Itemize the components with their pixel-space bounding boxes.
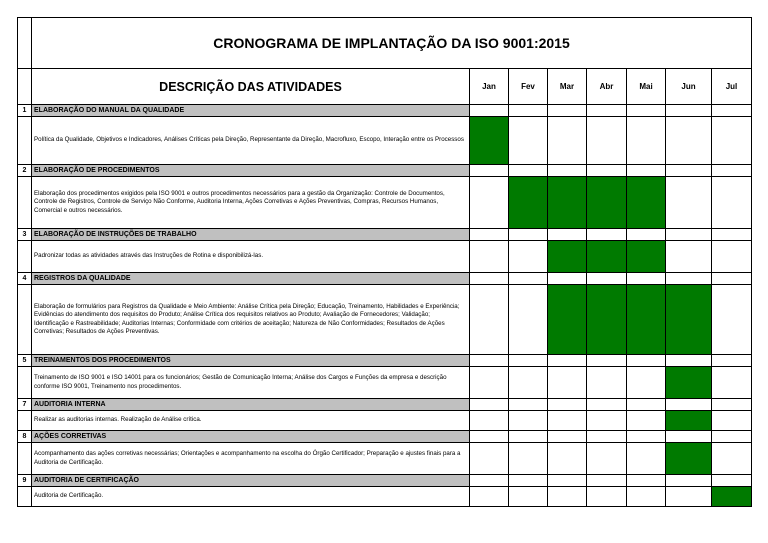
schedule-cell-empty [712,367,752,399]
schedule-cell-empty [587,443,627,475]
schedule-cell-filled [470,117,509,165]
section-header-month-cell [712,399,752,411]
section-number: 4 [18,273,32,285]
activity-description: Política da Qualidade, Objetivos e Indicadores, Análises Críticas pela Direção, Representante da Direção, Macrofluxo, Escopo, Interação entre os Processos [32,117,470,165]
section-header-month-cell [548,399,587,411]
section-header-month-cell [627,273,666,285]
schedule-cell-filled [666,285,712,355]
section-header-month-cell [712,105,752,117]
activity-description: Padronizar todas as atividades através das Instruções de Rotina e disponibilizá-las. [32,241,470,273]
section-title: TREINAMENTOS DOS PROCEDIMENTOS [32,355,470,367]
activity-description: Elaboração de formulários para Registros da Qualidade e Meio Ambiente: Análise Crítica pela Direção; Educação, Treinamento, Habilidades e Experiência; Evidências do atendimento dos requisitos do Produto; Análise Crítica dos requisitos relativos ao Produto; Avaliação de Fornecedores; Validação; Identificação e Rastreabilidade; Auditorias Internas; Conformidade com critérios de aceitação; Natureza de Não Conformidades; Resultados de Ações Corretivas; Resultados de Ações Preventivas. [32,285,470,355]
section-number: 8 [18,431,32,443]
schedule-cell-filled [587,241,627,273]
section-title: ELABORAÇÃO DO MANUAL DA QUALIDADE [32,105,470,117]
activity-number-cell [18,367,32,399]
section-header-month-cell [509,273,548,285]
section-header-month-cell [587,273,627,285]
section-header-month-cell [627,165,666,177]
page-title: CRONOGRAMA DE IMPLANTAÇÃO DA ISO 9001:2015 [32,18,752,69]
schedule-cell-empty [509,487,548,507]
section-header-month-cell [587,165,627,177]
schedule-cell-filled [627,285,666,355]
section-header-month-cell [627,399,666,411]
section-header-month-cell [627,229,666,241]
activity-row [18,241,752,273]
month-header-jun: Jun [666,69,712,105]
activity-number-cell [18,411,32,431]
schedule-cell-empty [666,241,712,273]
month-header-jan: Jan [470,69,509,105]
schedule-cell-empty [587,117,627,165]
schedule-cell-empty [548,117,587,165]
section-header-month-cell [587,105,627,117]
activity-row [18,487,752,507]
section-header-row [18,399,752,411]
section-header-month-cell [509,399,548,411]
description-header: DESCRIÇÃO DAS ATIVIDADES [32,69,470,105]
activity-row [18,367,752,399]
schedule-cell-empty [509,367,548,399]
section-header-month-cell [509,229,548,241]
schedule-cell-empty [548,411,587,431]
section-header-month-cell [470,165,509,177]
header-row [18,69,752,105]
schedule-cell-empty [587,411,627,431]
section-number: 9 [18,475,32,487]
section-title: ELABORAÇÃO DE INSTRUÇÕES DE TRABALHO [32,229,470,241]
section-header-month-cell [666,399,712,411]
activity-number-cell [18,117,32,165]
schedule-cell-empty [509,241,548,273]
schedule-cell-empty [712,443,752,475]
schedule-cell-empty [666,117,712,165]
schedule-cell-empty [587,487,627,507]
activity-number-cell [18,285,32,355]
schedule-cell-empty [470,443,509,475]
section-header-month-cell [470,273,509,285]
activity-row [18,443,752,475]
section-header-month-cell [627,105,666,117]
section-number: 1 [18,105,32,117]
activity-number-cell [18,177,32,229]
schedule-cell-empty [509,411,548,431]
schedule-cell-empty [666,487,712,507]
schedule-cell-empty [712,241,752,273]
section-header-month-cell [509,105,548,117]
title-left-cell [18,18,32,69]
section-header-month-cell [666,475,712,487]
activity-number-cell [18,241,32,273]
section-header-month-cell [509,355,548,367]
section-header-month-cell [627,431,666,443]
section-header-month-cell [548,165,587,177]
schedule-cell-empty [627,367,666,399]
section-header-month-cell [627,355,666,367]
section-header-month-cell [627,475,666,487]
section-header-month-cell [548,355,587,367]
activity-description: Auditoria de Certificação. [32,487,470,507]
section-header-row [18,475,752,487]
schedule-cell-filled [627,241,666,273]
schedule-cell-filled [666,443,712,475]
schedule-cell-empty [509,117,548,165]
schedule-cell-empty [712,117,752,165]
section-header-month-cell [666,431,712,443]
section-header-month-cell [470,105,509,117]
month-header-abr: Abr [587,69,627,105]
activity-row [18,285,752,355]
schedule-cell-filled [666,411,712,431]
section-header-month-cell [548,273,587,285]
section-title: REGISTROS DA QUALIDADE [32,273,470,285]
schedule-cell-empty [470,285,509,355]
schedule-cell-empty [666,177,712,229]
section-header-row [18,165,752,177]
schedule-table [17,17,752,507]
activity-description: Treinamento de ISO 9001 e ISO 14001 para os funcionários; Gestão de Comunicação Interna; Análise dos Cargos e Funções da empresa e descrição conforme ISO 9001, Treinamento nos procedimentos. [32,367,470,399]
section-header-month-cell [587,431,627,443]
activity-description: Realizar as auditorias internas. Realização de Análise crítica. [32,411,470,431]
schedule-cell-empty [712,285,752,355]
schedule-cell-empty [712,411,752,431]
section-header-row [18,355,752,367]
schedule-cell-empty [548,443,587,475]
schedule-cell-empty [627,443,666,475]
schedule-cell-empty [548,487,587,507]
schedule-cell-filled [548,285,587,355]
schedule-cell-filled [627,177,666,229]
activity-description: Acompanhamento das ações corretivas necessárias; Orientações e acompanhamento na escolha do Órgão Certificador; Preparação e ajustes finais para a Auditoria de Certificação. [32,443,470,475]
section-header-month-cell [470,229,509,241]
section-header-month-cell [712,475,752,487]
section-header-month-cell [587,355,627,367]
section-number: 7 [18,399,32,411]
schedule-cell-empty [627,117,666,165]
schedule-cell-empty [548,367,587,399]
section-header-month-cell [666,273,712,285]
schedule-cell-empty [509,285,548,355]
schedule-cell-empty [587,367,627,399]
section-header-month-cell [509,431,548,443]
section-title: AÇÕES CORRETIVAS [32,431,470,443]
schedule-cell-empty [470,367,509,399]
schedule-cell-filled [548,241,587,273]
section-title: AUDITORIA INTERNA [32,399,470,411]
activity-number-cell [18,443,32,475]
header-number-cell [18,69,32,105]
schedule-cell-empty [470,411,509,431]
schedule-cell-empty [470,487,509,507]
schedule-cell-empty [470,177,509,229]
section-header-month-cell [587,229,627,241]
section-header-month-cell [470,355,509,367]
schedule-cell-filled [712,487,752,507]
month-header-mar: Mar [548,69,587,105]
section-header-row [18,431,752,443]
schedule-cell-empty [627,487,666,507]
section-number: 3 [18,229,32,241]
section-title: ELABORAÇÃO DE PROCEDIMENTOS [32,165,470,177]
section-header-month-cell [666,355,712,367]
section-header-row [18,273,752,285]
section-header-month-cell [712,229,752,241]
activity-row [18,411,752,431]
section-header-month-cell [666,229,712,241]
schedule-cell-filled [666,367,712,399]
schedule-cell-empty [509,443,548,475]
section-header-month-cell [587,475,627,487]
section-header-month-cell [548,475,587,487]
section-header-month-cell [470,431,509,443]
section-title: AUDITORIA DE CERTIFICAÇÃO [32,475,470,487]
schedule-cell-filled [509,177,548,229]
section-header-row [18,229,752,241]
schedule-cell-empty [712,177,752,229]
schedule-cell-empty [470,241,509,273]
month-header-fev: Fev [509,69,548,105]
schedule-cell-filled [587,285,627,355]
section-header-month-cell [509,475,548,487]
section-header-month-cell [509,165,548,177]
section-header-month-cell [548,105,587,117]
section-header-month-cell [712,273,752,285]
section-header-month-cell [548,431,587,443]
title-row [18,18,752,69]
activity-row [18,117,752,165]
section-header-month-cell [470,399,509,411]
section-header-month-cell [666,105,712,117]
activity-description: Elaboração dos procedimentos exigidos pela ISO 9001 e outros procedimentos necessários para a gestão da Organização: Controle de Documentos, Controle de Registros, Controle de Serviço Não Conforme, Auditoria Interna, Ações Corretivas e Ações Preventivas, Compras, Recursos Humanos, Comercial e outros necessários. [32,177,470,229]
month-header-mai: Mai [627,69,666,105]
schedule-cell-empty [627,411,666,431]
month-header-jul: Jul [712,69,752,105]
section-number: 2 [18,165,32,177]
section-number: 5 [18,355,32,367]
section-header-month-cell [666,165,712,177]
section-header-month-cell [712,165,752,177]
section-header-month-cell [712,355,752,367]
activity-row [18,177,752,229]
section-header-month-cell [548,229,587,241]
section-header-month-cell [470,475,509,487]
schedule-cell-filled [587,177,627,229]
activity-number-cell [18,487,32,507]
section-header-month-cell [712,431,752,443]
section-header-month-cell [587,399,627,411]
schedule-cell-filled [548,177,587,229]
section-header-row [18,105,752,117]
